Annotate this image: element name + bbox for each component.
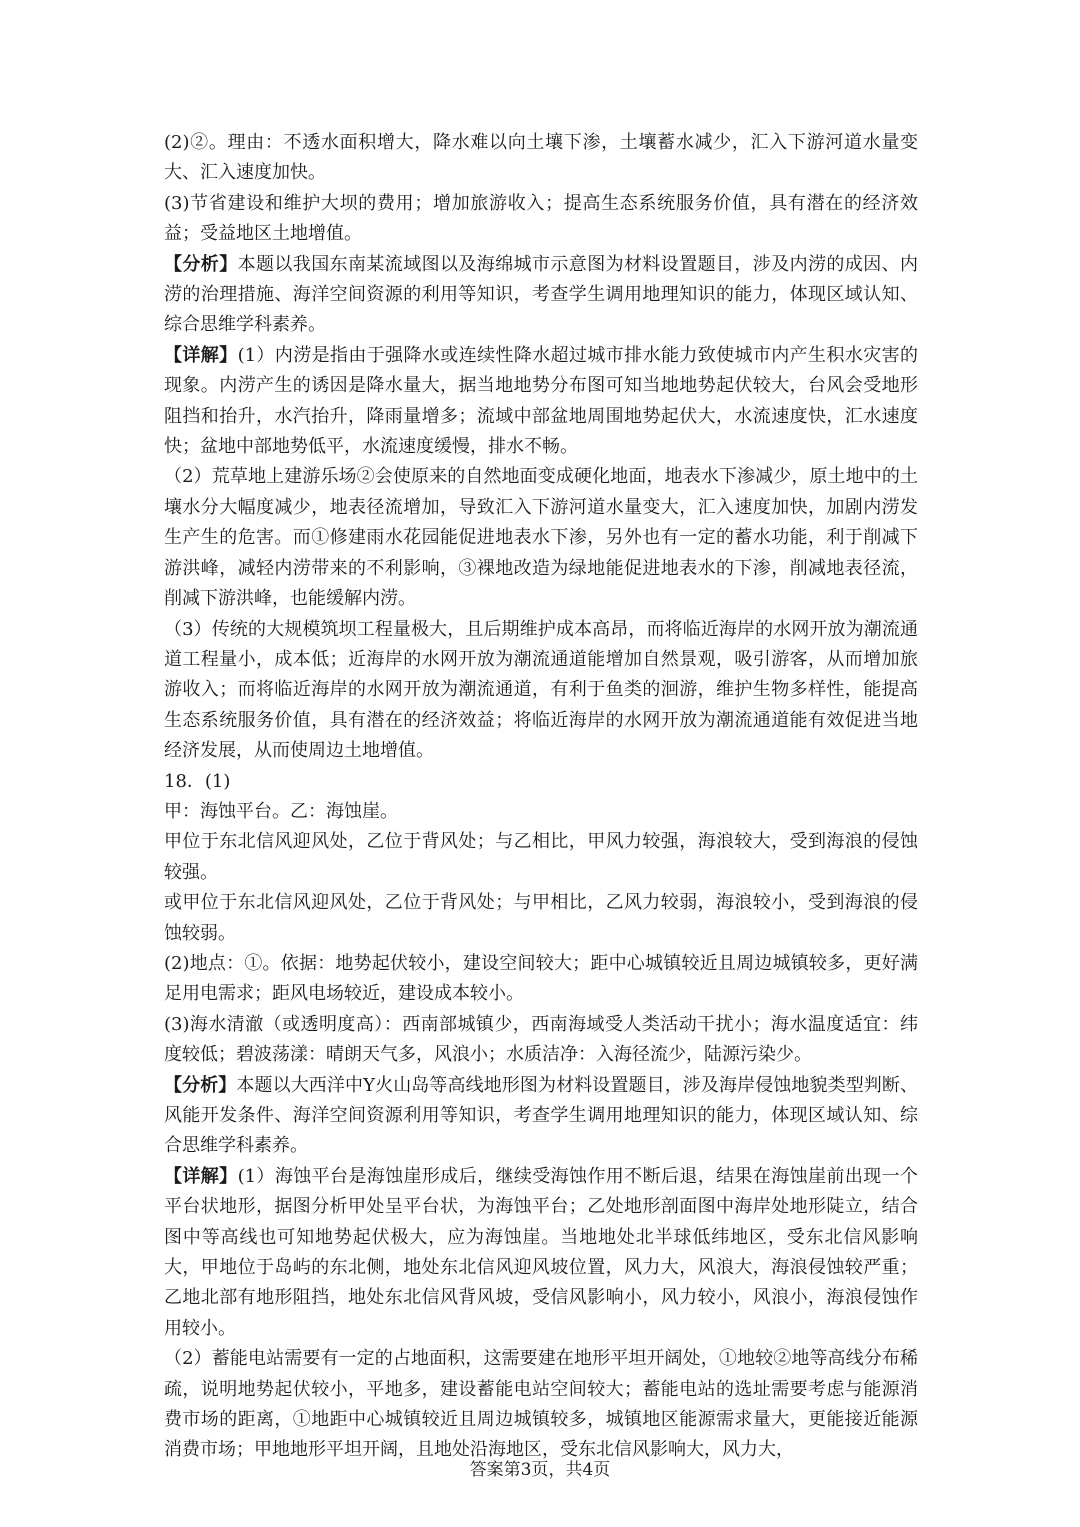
detail-18-2: （2）蓄能电站需要有一定的占地面积，这需要建在地形平坦开阔处，①地较②地等高线分布稀疏，说明地势起伏较小，平地多，建设蓄能电站空间较大；蓄能电站的选址需要考虑与能源消费市场的距离，①地距中心城镇较近且周边城镇较多，城镇地区能源需求量大，更能接近能源消费市场；甲地地形平坦开阔，且地处沿海地区，受东北信风影响大，风力大， — [164, 1348, 918, 1461]
analysis-18 — [164, 1071, 918, 1162]
analysis-17 — [164, 250, 918, 341]
detail-17-3: （3）传统的大规模筑坝工程量极大，且后期维护成本高昂，而将临近海岸的水网开放为潮流通道工程量小，成本低；近海岸的水网开放为潮流通道能增加自然景观，吸引游客，从而增加旅游收入；而将临近海岸的水网开放为潮流通道，有利于鱼类的洄游，维护生物多样性，能提高生态系统服务价值，具有潜在的经济效益；将临近海岸的水网开放为潮流通道能有效促进当地经济发展，从而使周边土地增值。 — [164, 618, 918, 762]
detail-17-1 — [164, 341, 918, 463]
question-18-number: 18．(1) — [164, 770, 231, 792]
analysis-tag: 【分析】 — [164, 1074, 237, 1096]
detail-17-2: （2）荒草地上建游乐场②会使原来的自然地面变成硬化地面，地表水下渗减少，原土地中的土壤水分大幅度减少，地表径流增加，导致汇入下游河道水量变大，汇入速度加快，加剧内涝发生产生的危害。而①修建雨水花园能促进地表水下渗，另外也有一定的蓄水功能，利于削减下游洪峰，减轻内涝带来的不利影响，③裸地改造为绿地能促进地表水的下渗，削减地表径流，削减下游洪峰，也能缓解内涝。 — [164, 466, 918, 610]
detail-tag: 【详解】 — [164, 344, 238, 366]
detail-text: (1）海蚀平台是海蚀崖形成后，继续受海蚀作用不断后退，结果在海蚀崖前出现一个平台状地形，据图分析甲处呈平台状，为海蚀平台；乙处地形剖面图中海岸处地形陡立，结合图中等高线也可知地势起伏极大，应为海蚀崖。当地地处北半球低纬地区，受东北信风影响大，甲地位于岛屿的东北侧，地处东北信风迎风坡位置，风力大，风浪大，海浪侵蚀较严重；乙地北部有地形阻挡，地处东北信风背风坡，受信风影响小，风力较小，风浪小，海浪侵蚀作用较小。 — [164, 1165, 918, 1339]
answer-18-3: (3)海水清澈（或透明度高）：西南部城镇少，西南海域受人类活动干扰小；海水温度适宜：纬度较低；碧波荡漾：晴朗天气多，风浪小；水质洁净：入海径流少，陆源污染少。 — [164, 1013, 918, 1066]
answer-18-1-alt-reason: 或甲位于东北信风迎风处，乙位于背风处；与甲相比，乙风力较弱，海浪较小，受到海浪的侵蚀较弱。 — [164, 892, 918, 944]
answer-18-1-landforms: 甲：海蚀平台。乙：海蚀崖。 — [164, 800, 398, 822]
answer-body — [164, 128, 918, 1466]
answer-18-2: (2)地点：①。依据：地势起伏较小，建设空间较大；距中心城镇较近且周边城镇较多，更好满足用电需求；距风电场较近，建设成本较小。 — [164, 952, 918, 1005]
detail-18-1 — [164, 1162, 918, 1344]
answer-18-1-reason: 甲位于东北信风迎风处，乙位于背风处；与乙相比，甲风力较强，海浪较大，受到海浪的侵蚀较强。 — [164, 831, 918, 883]
analysis-tag: 【分析】 — [164, 253, 238, 275]
analysis-text: 本题以我国东南某流域图以及海绵城市示意图为材料设置题目，涉及内涝的成因、内涝的治理措施、海洋空间资源的利用等知识，考查学生调用地理知识的能力，体现区域认知、综合思维学科素养。 — [164, 253, 919, 336]
analysis-text: 本题以大西洋中Y火山岛等高线地形图为材料设置题目，涉及海岸侵蚀地貌类型判断、风能开发条件、海洋空间资源利用等知识，考查学生调用地理知识的能力，体现区域认知、综合思维学科素养。 — [164, 1074, 918, 1157]
detail-tag: 【详解】 — [164, 1165, 238, 1187]
answer-17-3: (3)节省建设和维护大坝的费用；增加旅游收入；提高生态系统服务价值，具有潜在的经济效益；受益地区土地增值。 — [164, 192, 918, 245]
answer-17-2: (2)②。理由：不透水面积增大，降水难以向土壤下渗，土壤蓄水减少，汇入下游河道水量变大、汇入速度加快。 — [164, 132, 918, 184]
page-footer: 答案第3页，共4页 — [469, 1460, 611, 1480]
detail-text: (1）内涝是指由于强降水或连续性降水超过城市排水能力致使城市内产生积水灾害的现象。内涝产生的诱因是降水量大，据当地地势分布图可知当地地势起伏较大，台风会受地形阻挡和抬升，水汽抬升，降雨量增多；流域中部盆地周围地势起伏大，水流速度快，汇水速度快；盆地中部地势低平，水流速度缓慢，排水不畅。 — [164, 344, 918, 458]
